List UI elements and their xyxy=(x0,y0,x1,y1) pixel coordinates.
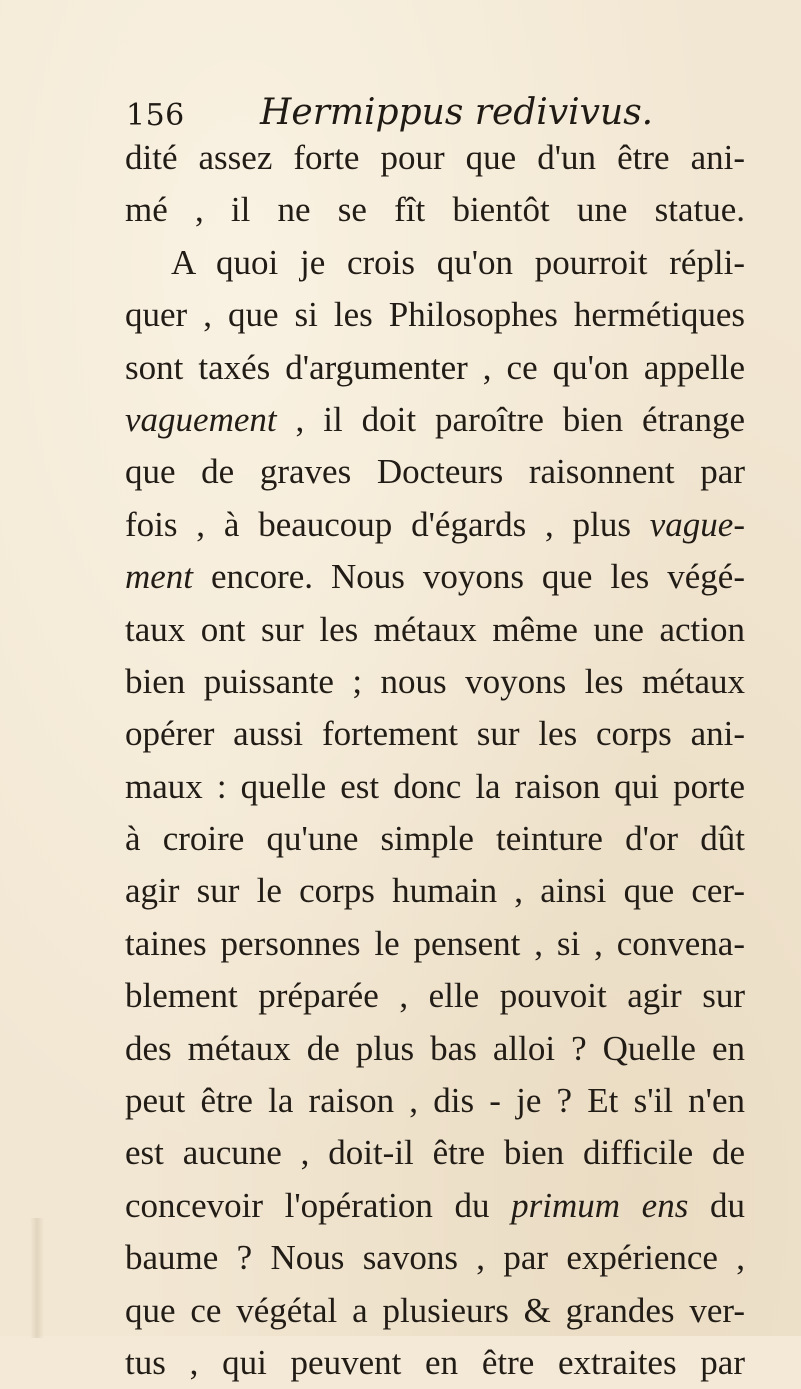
text-segment: que ce végétal a plusieurs & grandes ver- xyxy=(125,1290,745,1330)
text-line xyxy=(125,184,745,236)
text-segment: des métaux de plus bas alloi ? Quelle en xyxy=(125,1028,745,1068)
text-segment: quer , que si les Philosophes hermétiques xyxy=(125,295,745,335)
text-line xyxy=(125,132,745,184)
text-segment: opérer aussi fortement sur les corps ani- xyxy=(125,714,745,754)
text-line xyxy=(125,865,745,917)
text-segment: à croire qu'une simple teinture d'or dût xyxy=(125,819,745,859)
text-line xyxy=(125,342,745,394)
page-number: 156 xyxy=(126,98,185,133)
text-segment: baume ? Nous savons , par expérience , xyxy=(125,1238,745,1278)
text-line xyxy=(125,237,745,289)
text-segment: bien puissante ; nous voyons les métaux xyxy=(125,661,745,701)
italic-segment: vague- xyxy=(649,504,745,544)
text-line xyxy=(125,761,745,813)
text-segment: maux : quelle est donc la raison qui porte xyxy=(125,766,745,806)
text-segment: agir sur le corps humain , ainsi que cer- xyxy=(125,871,745,911)
text-segment: taux ont sur les métaux même une action xyxy=(125,609,745,649)
text-segment: peut être la raison , dis - je ? Et s'il n'en xyxy=(125,1081,745,1121)
italic-segment: ment xyxy=(125,557,194,597)
page-header xyxy=(126,88,686,138)
text-line xyxy=(125,1075,745,1127)
text-line xyxy=(125,656,745,708)
running-title: Hermippus redivivus. xyxy=(260,92,654,133)
text-segment: mé , il ne se fît bientôt une statue. xyxy=(125,190,745,230)
text-line xyxy=(125,1337,745,1389)
text-segment: que de graves Docteurs raisonnent par xyxy=(125,452,745,492)
text-segment: , il doit paroître bien étrange xyxy=(276,399,745,439)
text-line xyxy=(125,551,745,603)
text-line xyxy=(125,1285,745,1337)
text-segment: sont taxés d'argumenter , ce qu'on appelle xyxy=(125,347,745,387)
italic-segment: primum ens xyxy=(511,1185,689,1225)
text-line xyxy=(125,708,745,760)
text-line xyxy=(125,446,745,498)
margin-smudge xyxy=(30,1218,44,1338)
text-segment: encore. Nous voyons que les végé- xyxy=(193,557,745,597)
text-segment: A quoi je crois qu'on pourroit répli- xyxy=(171,242,745,282)
text-line xyxy=(125,1127,745,1179)
text-segment: du xyxy=(688,1185,745,1225)
text-segment: dité assez forte pour que d'un être ani- xyxy=(125,138,745,177)
text-segment: fois , à beaucoup d'égards , plus xyxy=(125,504,650,544)
text-line xyxy=(125,813,745,865)
text-line xyxy=(125,1180,745,1232)
italic-segment: vaguement xyxy=(125,399,277,439)
text-line xyxy=(125,289,745,341)
text-segment: est aucune , doit-il être bien difficile de xyxy=(125,1133,745,1173)
text-line xyxy=(125,394,745,446)
text-line xyxy=(125,918,745,970)
text-line xyxy=(125,604,745,656)
text-line xyxy=(125,970,745,1022)
text-segment: concevoir l'opération du xyxy=(125,1185,512,1225)
text-segment: tus , qui peuvent en être extraites par xyxy=(125,1342,745,1382)
text-segment: blement préparée , elle pouvoit agir sur xyxy=(125,976,745,1016)
body-text xyxy=(125,132,745,1389)
text-line xyxy=(125,1232,745,1284)
text-line xyxy=(125,1023,745,1075)
text-line xyxy=(125,499,745,551)
text-segment: taines personnes le pensent , si , convena- xyxy=(125,923,745,963)
